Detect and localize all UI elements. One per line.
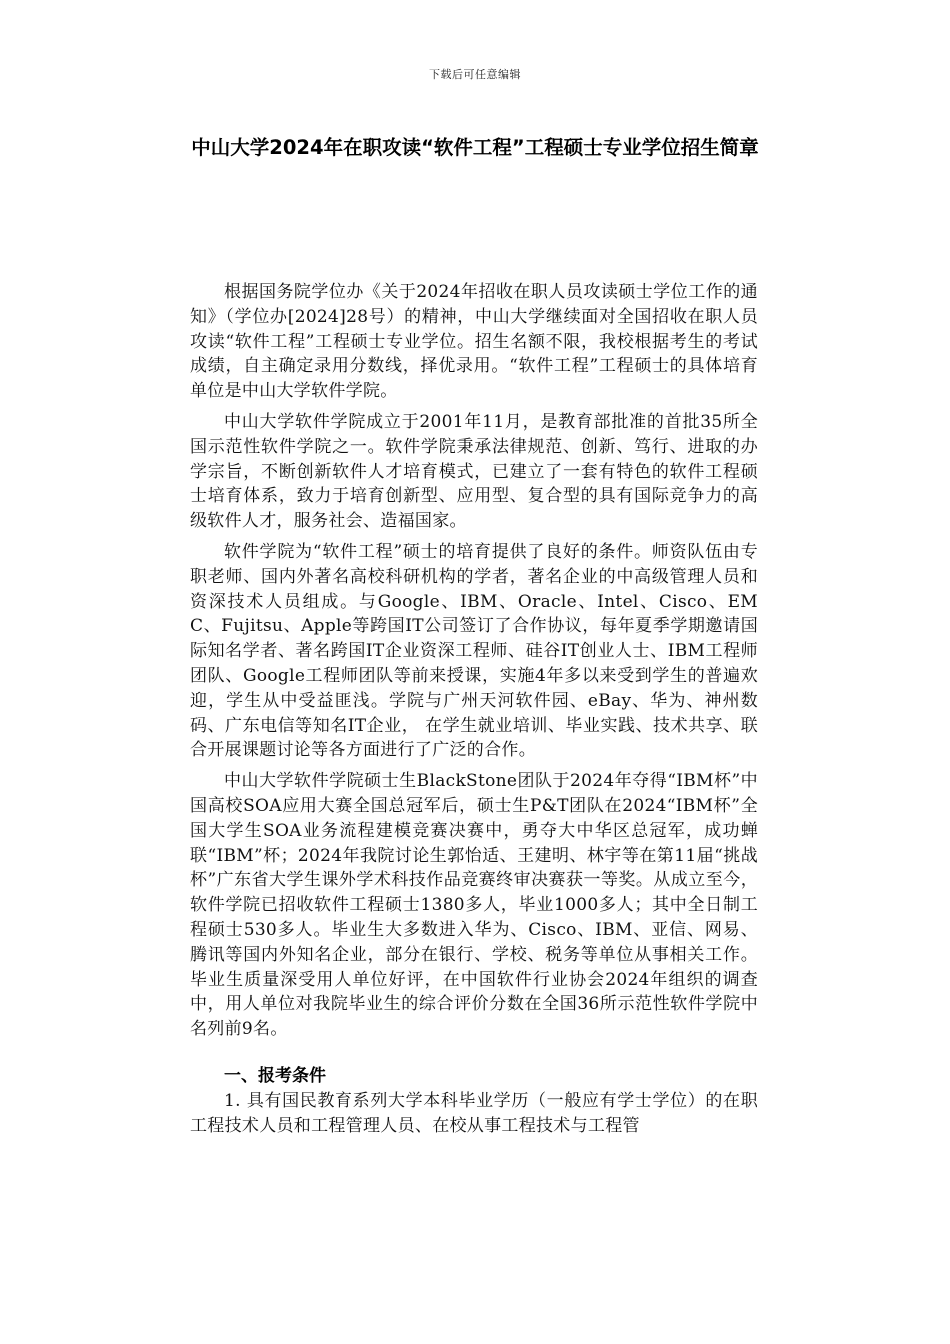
paragraph-intro: 根据国务院学位办《关于2024年招收在职人员攻读硕士学位工作的通知》（学位办[2024]28号）的精神，中山大学继续面对全国招收在职人员攻读“软件工程”工程硕士专业学位。招生名额不限，我校根据考生的考试成绩，自主确定录用分数线，择优录用。“软件工程”工程硕士的具体培育单位是中山大学软件学院。 <box>190 282 758 402</box>
paragraph-school-history: 中山大学软件学院成立于2001年11月，是教育部批准的首批35所全国示范性软件学院之一。软件学院秉承法律规范、创新、笃行、进取的办学宗旨，不断创新软件人才培育模式，已建立了一套有特色的软件工程硕士培育体系，致力于培育创新型、应用型、复合型的具有国际竞争力的高级软件人才，服务社会、造福国家。 <box>190 411 758 532</box>
document-title: 中山大学2024年在职攻读“软件工程”工程硕士专业学位招生简章 <box>191 136 759 159</box>
paragraph-achievements: 中山大学软件学院硕士生BlackStone团队于2024年夺得“IBM杯”中国高校SOA应用大赛全国总冠军后，硕士生P&T团队在2024“IBM杯”全国大学生SOA业务流程建模竞赛决赛中，勇夺大中华区总冠军，成功蝉联“IBM”杯；2024年我院讨论生郭怡适、王建明、林宇等在第11届“挑战杯”广东省大学生课外学术科技作品竞赛终审决赛获一等奖。从成立至今，软件学院已招收软件工程硕士1380多人，毕业1000多人；其中全日制工程硕士530多人。毕业生大多数进入华为、Cisco、IBM、亚信、网易、腾讯等国内外知名企业，部分在银行、学校、税务等单位从事相关工作。毕业生质量深受用人单位好评，在中国软件行业协会2024年组织的调查中，用人单位对我院毕业生的综合评价分数在全国36所示范性软件学院中名列前9名。 <box>190 771 758 1040</box>
eligibility-item-1: 1. 具有国民教育系列大学本科毕业学历（一般应有学士学位）的在职工程技术人员和工程管理人员、在校从事工程技术与工程管 <box>190 1090 758 1136</box>
paragraph-teaching-conditions: 软件学院为“软件工程”硕士的培育提供了良好的条件。师资队伍由专职老师、国内外著名高校科研机构的学者，著名企业的中高级管理人员和资深技术人员组成。与Google、IBM、Oracle、Intel、Cisco、EMC、Fujitsu、Apple等跨国IT公司签订了合作协议，每年夏季学期邀请国际知名学者、著名跨国IT企业资深工程师、硅谷IT创业人士、IBM工程师团队、Google工程师团队等前来授课，实施4年多以来受到学生的普遍欢迎，学生从中受益匪浅。学院与广州天河软件园、eBay、华为、神州数码、广东电信等知名IT企业， 在学生就业培训、毕业实践、技术共享、联合开展课题讨论等各方面进行了广泛的合作。 <box>190 541 758 761</box>
section-heading-eligibility: 一、报考条件 <box>224 1065 326 1086</box>
document-body <box>190 280 758 1139</box>
header-note: 下载后可任意编辑 <box>429 68 521 81</box>
